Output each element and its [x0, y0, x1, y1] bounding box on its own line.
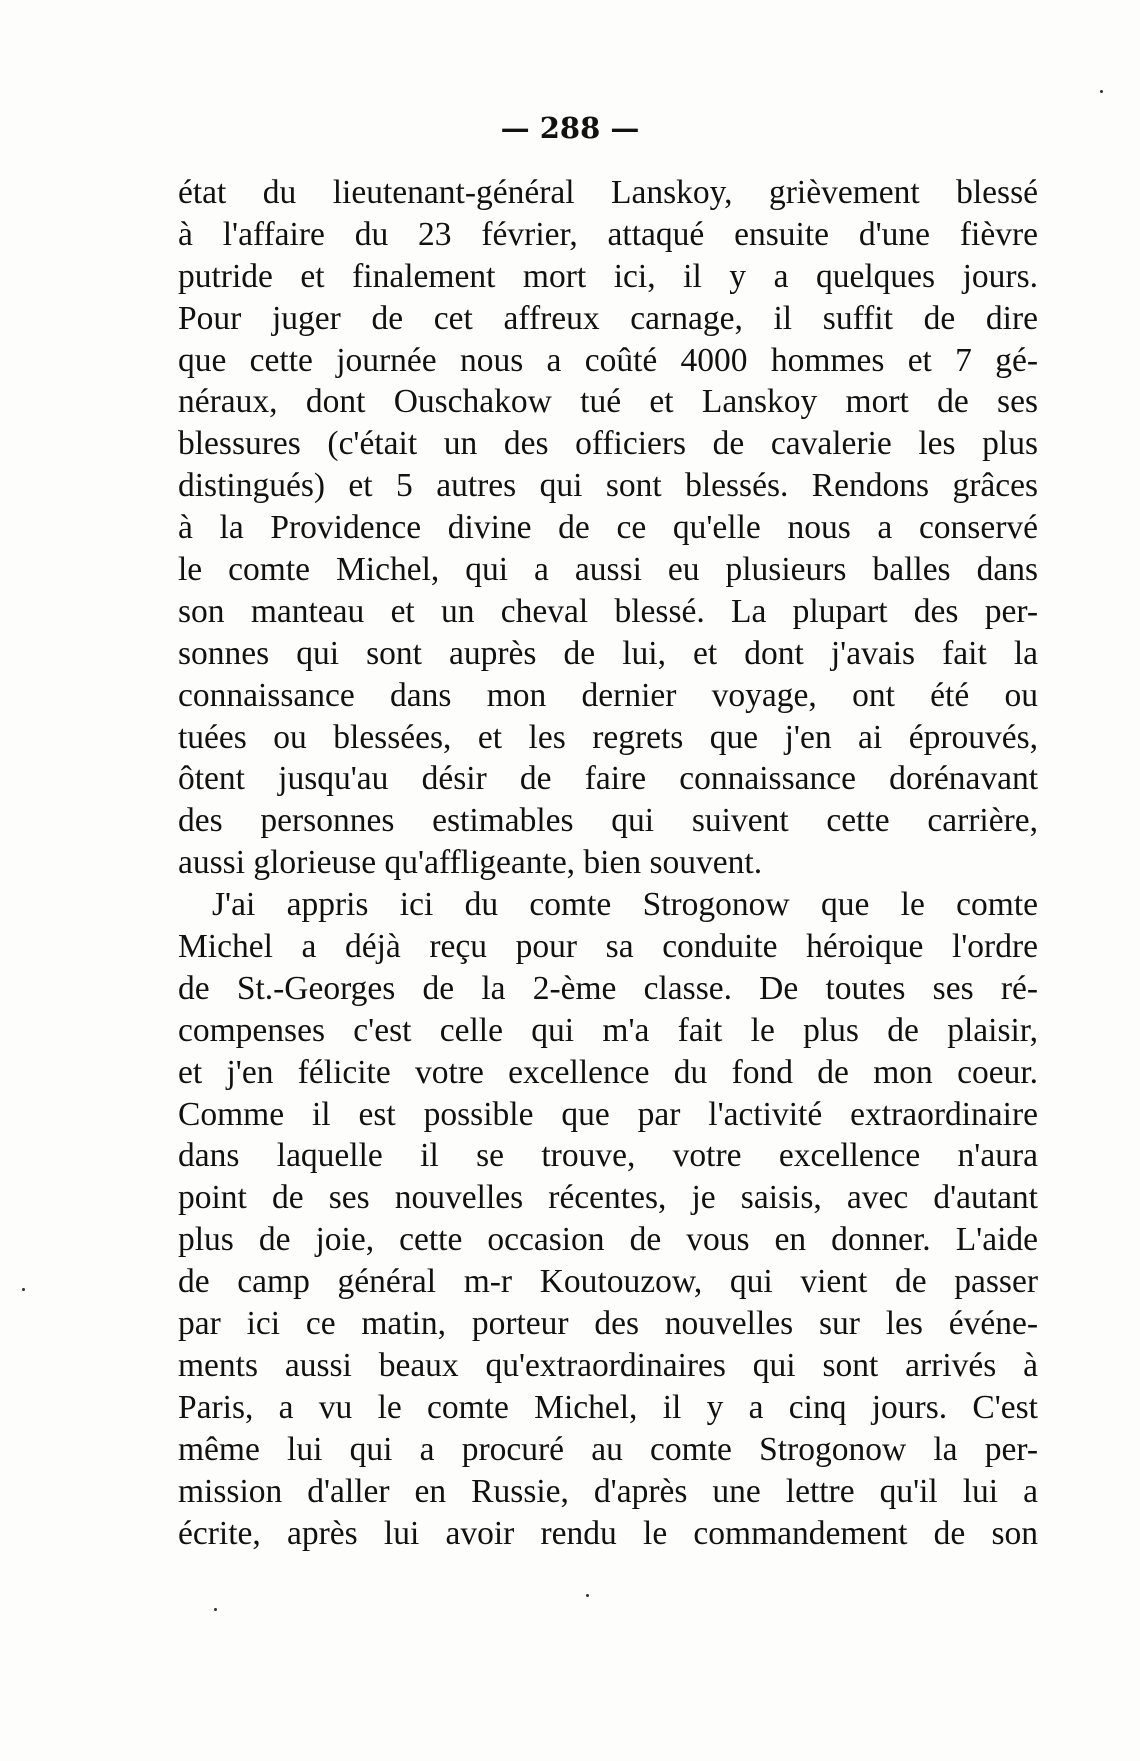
text-line: tuées ou blessées, et les regrets que j'en ai éprouvés,	[178, 718, 1038, 756]
scan-speck	[22, 1288, 25, 1291]
scan-speck	[1100, 90, 1103, 93]
text-line: Pour juger de cet affreux carnage, il suffit de dire	[178, 299, 1038, 337]
text-line: le comte Michel, qui a aussi eu plusieurs balles dans	[178, 551, 1038, 589]
text-line: à l'affaire du 23 février, attaqué ensuite d'une fièvre	[178, 215, 1038, 253]
text-line: de St.-Georges de la 2-ème classe. De toutes ses ré-	[178, 969, 1038, 1007]
text-line: distingués) et 5 autres qui sont blessés. Rendons grâces	[178, 467, 1038, 505]
text-line: ôtent jusqu'au désir de faire connaissance dorénavant	[178, 760, 1038, 798]
text-line: aussi glorieuse qu'affligeante, bien souvent.	[178, 844, 763, 882]
scan-speck	[586, 1594, 589, 1597]
text-line: Michel a déjà reçu pour sa conduite héroique l'ordre	[178, 928, 1038, 966]
text-line: de camp général m-r Koutouzow, qui vient de passer	[178, 1263, 1038, 1301]
text-line: sonnes qui sont auprès de lui, et dont j'avais fait la	[178, 634, 1038, 672]
scan-speck	[214, 1608, 217, 1611]
text-line: compenses c'est celle qui m'a fait le plus de plaisir,	[178, 1011, 1038, 1049]
text-line: par ici ce matin, porteur des nouvelles sur les événe-	[178, 1305, 1038, 1343]
text-line: néraux, dont Ouschakow tué et Lanskoy mort de ses	[178, 383, 1038, 421]
text-line: point de ses nouvelles récentes, je saisis, avec d'autant	[178, 1179, 1038, 1217]
text-line: des personnes estimables qui suivent cette carrière,	[178, 802, 1038, 840]
paragraph-1	[178, 172, 1038, 884]
body-text	[178, 172, 1038, 1554]
text-line: J'ai appris ici du comte Strogonow que le comte	[212, 886, 1038, 924]
text-line: et j'en félicite votre excellence du fond de mon coeur.	[178, 1053, 1038, 1091]
text-line: à la Providence divine de ce qu'elle nous a conservé	[178, 509, 1038, 547]
text-line: écrite, après lui avoir rendu le commandement de son	[178, 1514, 1038, 1552]
page-number: — 288 —	[500, 111, 640, 145]
text-line: que cette journée nous a coûté 4000 hommes et 7 gé-	[178, 341, 1038, 379]
text-line: Paris, a vu le comte Michel, il y a cinq jours. C'est	[178, 1388, 1038, 1426]
text-line: dans laquelle il se trouve, votre excellence n'aura	[178, 1137, 1038, 1175]
text-line: mission d'aller en Russie, d'après une lettre qu'il lui a	[178, 1472, 1038, 1510]
paragraph-2	[178, 884, 1038, 1554]
text-line: ments aussi beaux qu'extraordinaires qui sont arrivés à	[178, 1346, 1038, 1384]
text-line: Comme il est possible que par l'activité extraordinaire	[178, 1095, 1038, 1133]
text-line: son manteau et un cheval blessé. La plupart des per-	[178, 592, 1038, 630]
text-line: état du lieutenant-général Lanskoy, grièvement blessé	[178, 174, 1038, 211]
text-line: connaissance dans mon dernier voyage, ont été ou	[178, 676, 1038, 714]
text-line: blessures (c'était un des officiers de cavalerie les plus	[178, 425, 1038, 463]
text-line: putride et finalement mort ici, il y a quelques jours.	[178, 257, 1038, 295]
text-line: même lui qui a procuré au comte Strogonow la per-	[178, 1430, 1038, 1468]
text-line: plus de joie, cette occasion de vous en donner. L'aide	[178, 1221, 1038, 1259]
